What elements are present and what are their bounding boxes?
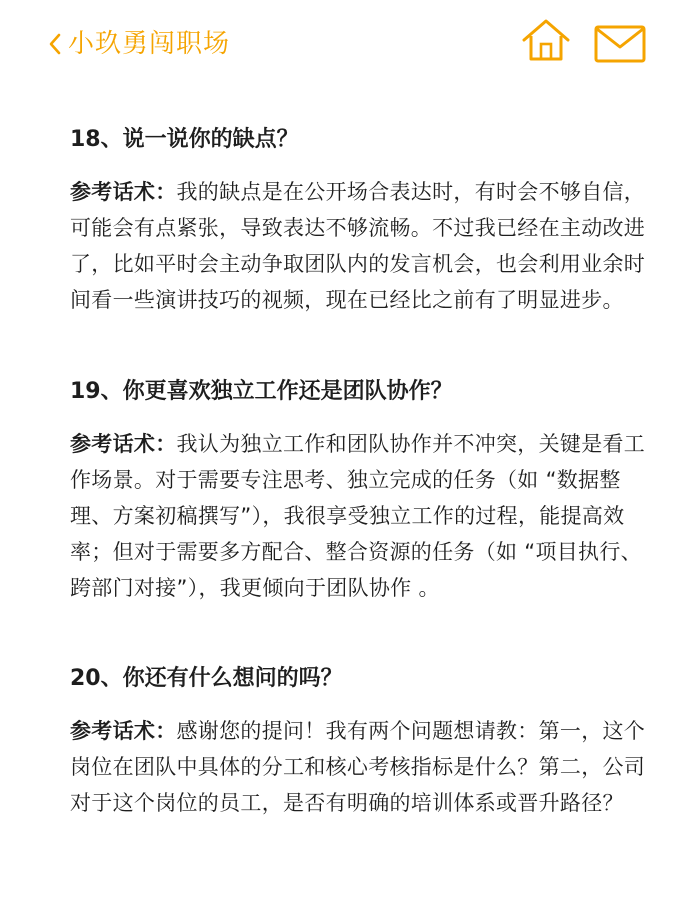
qa-section xyxy=(70,372,650,606)
back-title: 小玖勇闯职场 xyxy=(68,29,231,59)
back-button[interactable] xyxy=(46,26,230,62)
answer-text: 感谢您的提问！我有两个问题想请教：第一，这个岗位在团队中具体的分工和核心考核指标是什么？第二，公司对于这个岗位的员工，是否有明确的培训体系或晋升路径？ xyxy=(70,719,646,815)
home-button[interactable] xyxy=(521,18,571,62)
answer-label: 参考话术： xyxy=(70,719,177,743)
mail-icon xyxy=(594,25,646,63)
top-bar xyxy=(0,0,690,90)
answer-paragraph xyxy=(70,174,650,318)
answer-text: 我的缺点是在公开场合表达时，有时会不够自信，可能会有点紧张，导致表达不够流畅。不过我已经在主动改进了，比如平时会主动争取团队内的发言机会，也会利用业余时间看一些演讲技巧的视频，现在已经比之前有了明显进步。 xyxy=(70,180,646,312)
qa-section xyxy=(70,659,650,821)
question-heading: 19、你更喜欢独立工作还是团队协作？ xyxy=(70,379,453,404)
answer-paragraph xyxy=(70,713,650,821)
answer-text: 我认为独立工作和团队协作并不冲突，关键是看工作场景。对于需要专注思考、独立完成的任务（如 “数据整理、方案初稿撰写”），我很享受独立工作的过程，能提高效率；但对于需要多方配合、整合资源的任务（如 “项目执行、跨部门对接”），我更倾向于团队协作 。 xyxy=(70,432,646,600)
home-icon xyxy=(521,18,571,62)
question-heading: 18、说一说你的缺点？ xyxy=(70,127,299,152)
question-heading: 20、你还有什么想问的吗？ xyxy=(70,666,343,691)
answer-label: 参考话术： xyxy=(70,432,177,456)
answer-label: 参考话术： xyxy=(70,180,177,204)
mail-button[interactable] xyxy=(594,25,646,63)
answer-paragraph xyxy=(70,426,650,606)
qa-section xyxy=(70,120,650,318)
chevron-left-icon xyxy=(46,31,64,57)
